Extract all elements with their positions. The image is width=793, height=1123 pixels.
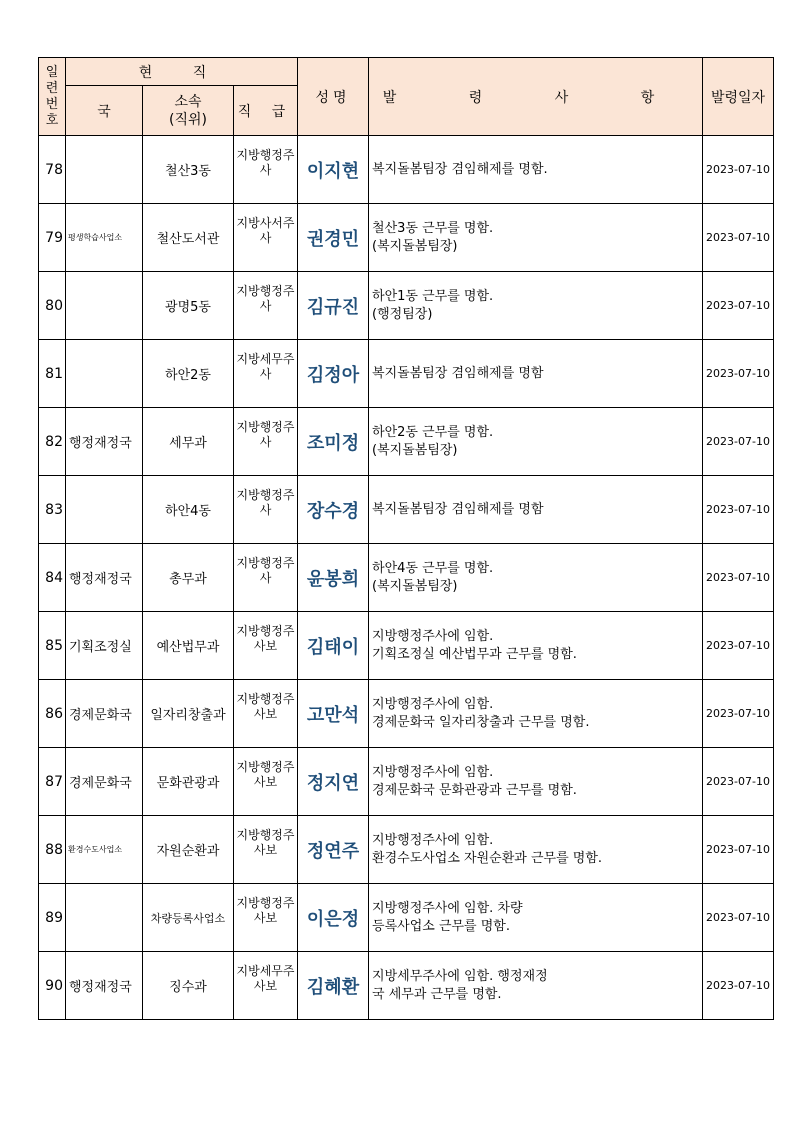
row-affiliation: 철산도서관 — [143, 204, 234, 272]
row-rank: 지방행정주사보 — [234, 748, 298, 816]
table-row — [39, 340, 774, 408]
row-rank: 지방세무주사보 — [234, 952, 298, 1020]
row-affiliation: 일자리창출과 — [143, 680, 234, 748]
row-number: 78 — [39, 136, 66, 204]
row-number: 80 — [39, 272, 66, 340]
table-row — [39, 272, 774, 340]
row-affiliation: 총무과 — [143, 544, 234, 612]
row-date: 2023-07-10 — [703, 952, 774, 1020]
row-appointment-note: 하안1동 근무를 명함. (행정팀장) — [369, 272, 703, 340]
row-rank: 지방행정주사보 — [234, 816, 298, 884]
row-appointment-note: 하안2동 근무를 명함. (복지돌봄팀장) — [369, 408, 703, 476]
row-bureau: 평생학습사업소 — [66, 204, 143, 272]
row-bureau: 행정재정국 — [66, 952, 143, 1020]
table-row — [39, 408, 774, 476]
row-name: 이은정 — [298, 884, 369, 952]
row-number: 88 — [39, 816, 66, 884]
row-appointment-note: 지방행정주사에 임함. 경제문화국 일자리창출과 근무를 명함. — [369, 680, 703, 748]
row-appointment-note: 철산3동 근무를 명함. (복지돌봄팀장) — [369, 204, 703, 272]
row-number: 86 — [39, 680, 66, 748]
row-bureau: 행정재정국 — [66, 408, 143, 476]
row-rank: 지방행정주사 — [234, 272, 298, 340]
header-current-position: 현 직 — [66, 58, 298, 86]
row-date: 2023-07-10 — [703, 544, 774, 612]
row-name: 장수경 — [298, 476, 369, 544]
table-row — [39, 952, 774, 1020]
row-bureau — [66, 272, 143, 340]
row-rank: 지방행정주사보 — [234, 680, 298, 748]
row-name: 김태이 — [298, 612, 369, 680]
row-affiliation: 세무과 — [143, 408, 234, 476]
row-appointment-note: 하안4동 근무를 명함. (복지돌봄팀장) — [369, 544, 703, 612]
row-bureau — [66, 884, 143, 952]
table-row — [39, 136, 774, 204]
header-affiliation: 소속 (직위) — [143, 86, 234, 136]
row-date: 2023-07-10 — [703, 748, 774, 816]
row-name: 고만석 — [298, 680, 369, 748]
row-number: 81 — [39, 340, 66, 408]
row-affiliation: 차량등록사업소 — [143, 884, 234, 952]
row-appointment-note: 지방행정주사에 임함. 기획조정실 예산법무과 근무를 명함. — [369, 612, 703, 680]
row-number: 85 — [39, 612, 66, 680]
row-affiliation: 하안2동 — [143, 340, 234, 408]
header-appointment: 발 령 사 항 — [369, 58, 703, 136]
row-rank: 지방행정주사보 — [234, 612, 298, 680]
row-appointment-note: 지방행정주사에 임함. 차량 등록사업소 근무를 명함. — [369, 884, 703, 952]
table-row — [39, 544, 774, 612]
row-date: 2023-07-10 — [703, 680, 774, 748]
row-affiliation: 예산법무과 — [143, 612, 234, 680]
header-date: 발령일자 — [703, 58, 774, 136]
table-row — [39, 680, 774, 748]
table-row — [39, 204, 774, 272]
table-row — [39, 476, 774, 544]
row-rank: 지방사서주사 — [234, 204, 298, 272]
header-name: 성명 — [298, 58, 369, 136]
row-rank: 지방행정주사 — [234, 408, 298, 476]
row-affiliation: 문화관광과 — [143, 748, 234, 816]
row-rank: 지방행정주사 — [234, 544, 298, 612]
row-bureau: 경제문화국 — [66, 680, 143, 748]
row-affiliation: 하안4동 — [143, 476, 234, 544]
row-appointment-note: 복지돌봄팀장 겸임해제를 명함 — [369, 340, 703, 408]
table-row — [39, 748, 774, 816]
row-number: 83 — [39, 476, 66, 544]
appointment-table — [38, 57, 774, 1020]
row-name: 정연주 — [298, 816, 369, 884]
row-affiliation: 자원순환과 — [143, 816, 234, 884]
row-affiliation: 징수과 — [143, 952, 234, 1020]
row-bureau: 경제문화국 — [66, 748, 143, 816]
header-serial-number: 일련번호 — [39, 58, 66, 136]
row-bureau — [66, 340, 143, 408]
row-number: 82 — [39, 408, 66, 476]
row-name: 조미정 — [298, 408, 369, 476]
table-row — [39, 816, 774, 884]
row-date: 2023-07-10 — [703, 272, 774, 340]
row-number: 79 — [39, 204, 66, 272]
row-number: 90 — [39, 952, 66, 1020]
row-appointment-note: 지방세무주사에 임함. 행정재정 국 세무과 근무를 명함. — [369, 952, 703, 1020]
row-rank: 지방세무주사 — [234, 340, 298, 408]
row-name: 김규진 — [298, 272, 369, 340]
row-name: 정지연 — [298, 748, 369, 816]
row-affiliation: 광명5동 — [143, 272, 234, 340]
row-bureau: 행정재정국 — [66, 544, 143, 612]
row-name: 이지현 — [298, 136, 369, 204]
row-name: 권경민 — [298, 204, 369, 272]
row-bureau: 기획조정실 — [66, 612, 143, 680]
row-affiliation: 철산3동 — [143, 136, 234, 204]
row-name: 김혜환 — [298, 952, 369, 1020]
header-bureau: 국 — [66, 86, 143, 136]
row-bureau: 환경수도사업소 — [66, 816, 143, 884]
row-number: 84 — [39, 544, 66, 612]
table-row — [39, 612, 774, 680]
row-date: 2023-07-10 — [703, 884, 774, 952]
row-name: 윤봉희 — [298, 544, 369, 612]
table-row — [39, 884, 774, 952]
row-date: 2023-07-10 — [703, 476, 774, 544]
row-rank: 지방행정주사 — [234, 136, 298, 204]
row-date: 2023-07-10 — [703, 816, 774, 884]
row-date: 2023-07-10 — [703, 204, 774, 272]
row-name: 김정아 — [298, 340, 369, 408]
row-appointment-note: 지방행정주사에 임함. 경제문화국 문화관광과 근무를 명함. — [369, 748, 703, 816]
row-appointment-note: 복지돌봄팀장 겸임해제를 명함 — [369, 476, 703, 544]
row-number: 87 — [39, 748, 66, 816]
row-appointment-note: 지방행정주사에 임함. 환경수도사업소 자원순환과 근무를 명함. — [369, 816, 703, 884]
header-rank: 직 급 — [234, 86, 298, 136]
row-date: 2023-07-10 — [703, 612, 774, 680]
row-rank: 지방행정주사 — [234, 476, 298, 544]
row-rank: 지방행정주사보 — [234, 884, 298, 952]
row-date: 2023-07-10 — [703, 136, 774, 204]
row-bureau — [66, 136, 143, 204]
row-date: 2023-07-10 — [703, 408, 774, 476]
row-bureau — [66, 476, 143, 544]
row-appointment-note: 복지돌봄팀장 겸임해제를 명함. — [369, 136, 703, 204]
row-number: 89 — [39, 884, 66, 952]
row-date: 2023-07-10 — [703, 340, 774, 408]
